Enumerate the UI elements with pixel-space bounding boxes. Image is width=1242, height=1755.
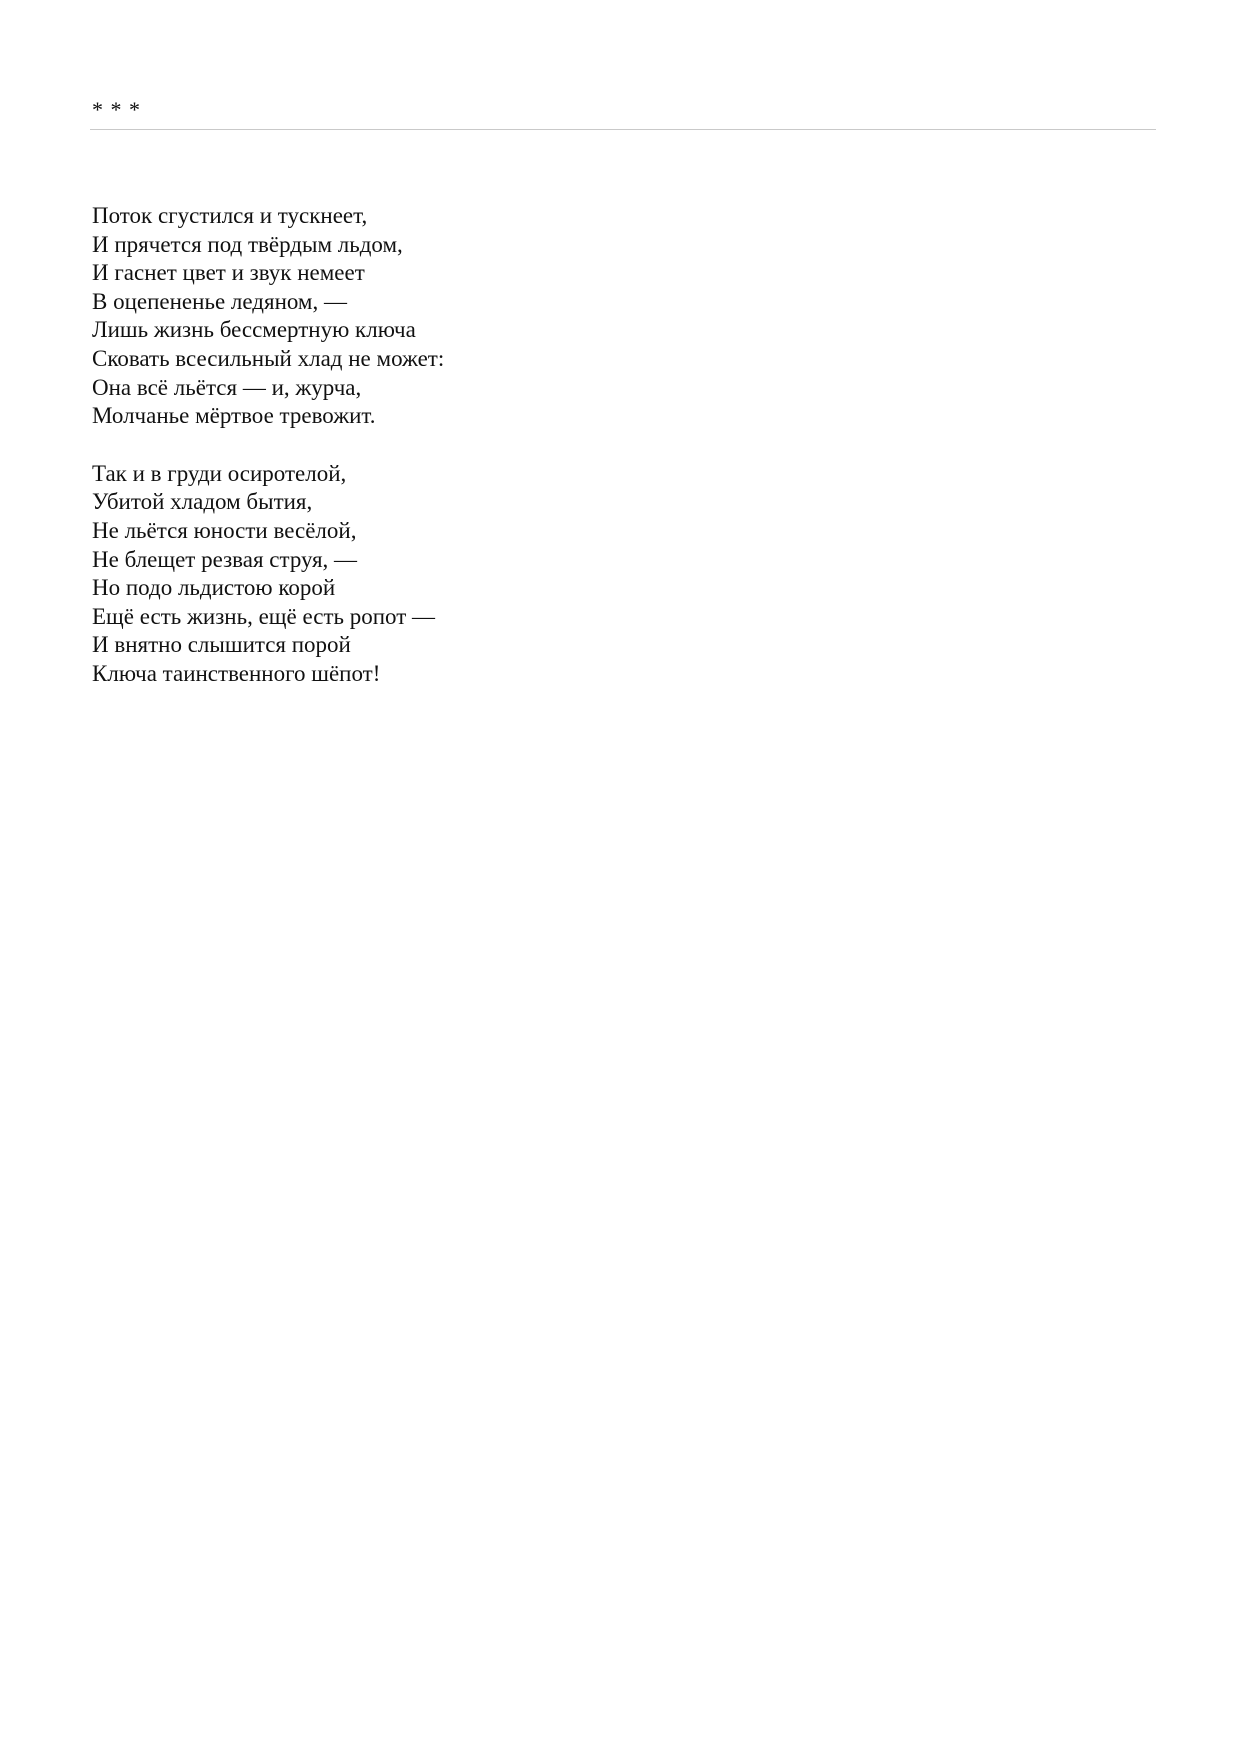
poem-line: Сковать всесильный хлад не может: (92, 345, 445, 371)
poem-line: Она всё льётся — и, журча, (92, 374, 362, 400)
poem-line: Убитой хладом бытия, (92, 489, 313, 515)
poem-line: Не льётся юности весёлой, (92, 517, 357, 543)
poem-title: * * * (92, 97, 141, 122)
poem-line: Так и в груди осиротелой, (92, 460, 347, 486)
poem-line: Поток сгустился и тускнеет, (92, 203, 368, 228)
poem-line: Но подо льдистою корой (92, 575, 336, 601)
poem-line: И прячется под твёрдым льдом, (92, 231, 403, 257)
title-divider (90, 129, 1156, 130)
poem-line: Лишь жизнь бессмертную ключа (92, 317, 416, 343)
poem-line: Ещё есть жизнь, ещё есть ропот — (92, 603, 436, 629)
poem-line: В оцепененье ледяном, — (92, 288, 347, 314)
poem-body (92, 202, 444, 718)
poem-line: Ключа таинственного шёпот! (92, 660, 381, 686)
stanza-2 (92, 460, 444, 689)
poem-line: И гаснет цвет и звук немеет (92, 260, 365, 286)
poem-line: И внятно слышится порой (92, 632, 351, 658)
poem-line: Молчанье мёртвое тревожит. (92, 403, 376, 429)
stanza-1 (92, 202, 444, 431)
poem-line: Не блещет резвая струя, — (92, 546, 358, 572)
